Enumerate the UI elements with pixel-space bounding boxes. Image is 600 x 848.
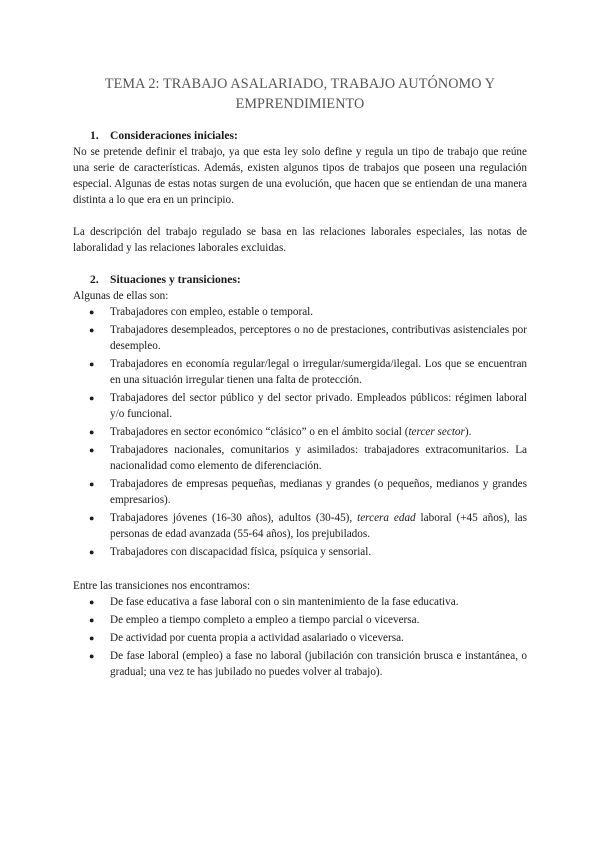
bullet-icon: ● [89, 359, 95, 369]
section-1-title: Consideraciones iniciales: [110, 129, 238, 142]
section-2-title: Situaciones y transiciones: [110, 273, 241, 286]
list-item: ● Trabajadores en sector económico “clásico” o en el ámbito social (tercer sector). [89, 426, 472, 438]
bullet-icon: ● [89, 597, 95, 607]
bullet-icon: ● [89, 393, 95, 403]
list-item: ● Trabajadores en economía regular/legal o irregular/sumergida/ilegal. Los que se encuentran en una situación irregular tienen una falta de protección. [89, 358, 527, 386]
list-item: ● De fase educativa a fase laboral con o sin mantenimiento de la fase educativa. [89, 596, 459, 608]
list-item: ● De fase laboral (empleo) a fase no laboral (jubilación con transición brusca e instantánea, o gradual; una vez te has jubilado no puedes volver al trabajo). [89, 650, 527, 678]
bullet-icon: ● [89, 651, 95, 661]
bullet-icon: ● [89, 307, 95, 317]
section-1-paragraph-2: La descripción del trabajo regulado se basa en las relaciones laborales especiales, las notas de laboralidad y las relaciones laborales excluidas. [73, 226, 527, 254]
situations-list [73, 304, 527, 560]
list-item: ● Trabajadores de empresas pequeñas, medianas y grandes (o pequeños, medianos y grandes empresarios). [89, 478, 527, 506]
bullet-icon: ● [89, 479, 95, 489]
list-item: ● Trabajadores nacionales, comunitarios y asimilados: trabajadores extracomunitarios. La nacionalidad como elemento de diferenciación. [89, 444, 527, 472]
section-1-paragraph-1: No se pretende definir el trabajo, ya que esta ley solo define y regula un tipo de trabajo que reúne una serie de características. Además, existen algunos tipos de trabajos que poseen una regulación especial. Algunas de estas notas surgen de una evolución, que hacen que se entiendan de una manera distinta a lo que era en un principio. [73, 146, 527, 206]
section-1-number: 1. [90, 129, 99, 142]
bullet-icon: ● [89, 325, 95, 335]
document-title: TEMA 2: TRABAJO ASALARIADO, TRABAJO AUTÓNOMO Y EMPRENDIMIENTO [104, 76, 496, 112]
bullet-icon: ● [89, 513, 95, 523]
list-item: ● De actividad por cuenta propia a actividad asalariado o viceversa. [89, 632, 404, 644]
bullet-icon: ● [89, 547, 95, 557]
section-2-number: 2. [90, 273, 99, 286]
list-item: ● De empleo a tiempo completo a empleo a tiempo parcial o viceversa. [89, 614, 420, 626]
bullet-icon: ● [89, 633, 95, 643]
list-item: ● Trabajadores jóvenes (16-30 años), adultos (30-45), tercera edad laboral (+45 años), las personas de edad avanzada (55-64 años), los prejubilados. [89, 512, 527, 540]
transitions-intro: Entre las transiciones nos encontramos: [73, 580, 251, 592]
list-item: ● Trabajadores del sector público y del sector privado. Empleados públicos: régimen laboral y/o funcional. [89, 392, 527, 420]
document-page [73, 74, 527, 682]
list-item: ● Trabajadores con empleo, estable o temporal. [89, 306, 314, 318]
section-1-heading [90, 128, 527, 144]
section-2-heading [90, 272, 527, 288]
section-2-intro: Algunas de ellas son: [73, 290, 169, 302]
bullet-icon: ● [89, 445, 95, 455]
bullet-icon: ● [89, 615, 95, 625]
transitions-list [73, 594, 527, 680]
list-item: ● Trabajadores con discapacidad física, psíquica y sensorial. [89, 546, 372, 558]
bullet-icon: ● [89, 427, 95, 437]
list-item: ● Trabajadores desempleados, perceptores o no de prestaciones, contributivas asistenciales por desempleo. [89, 324, 527, 352]
